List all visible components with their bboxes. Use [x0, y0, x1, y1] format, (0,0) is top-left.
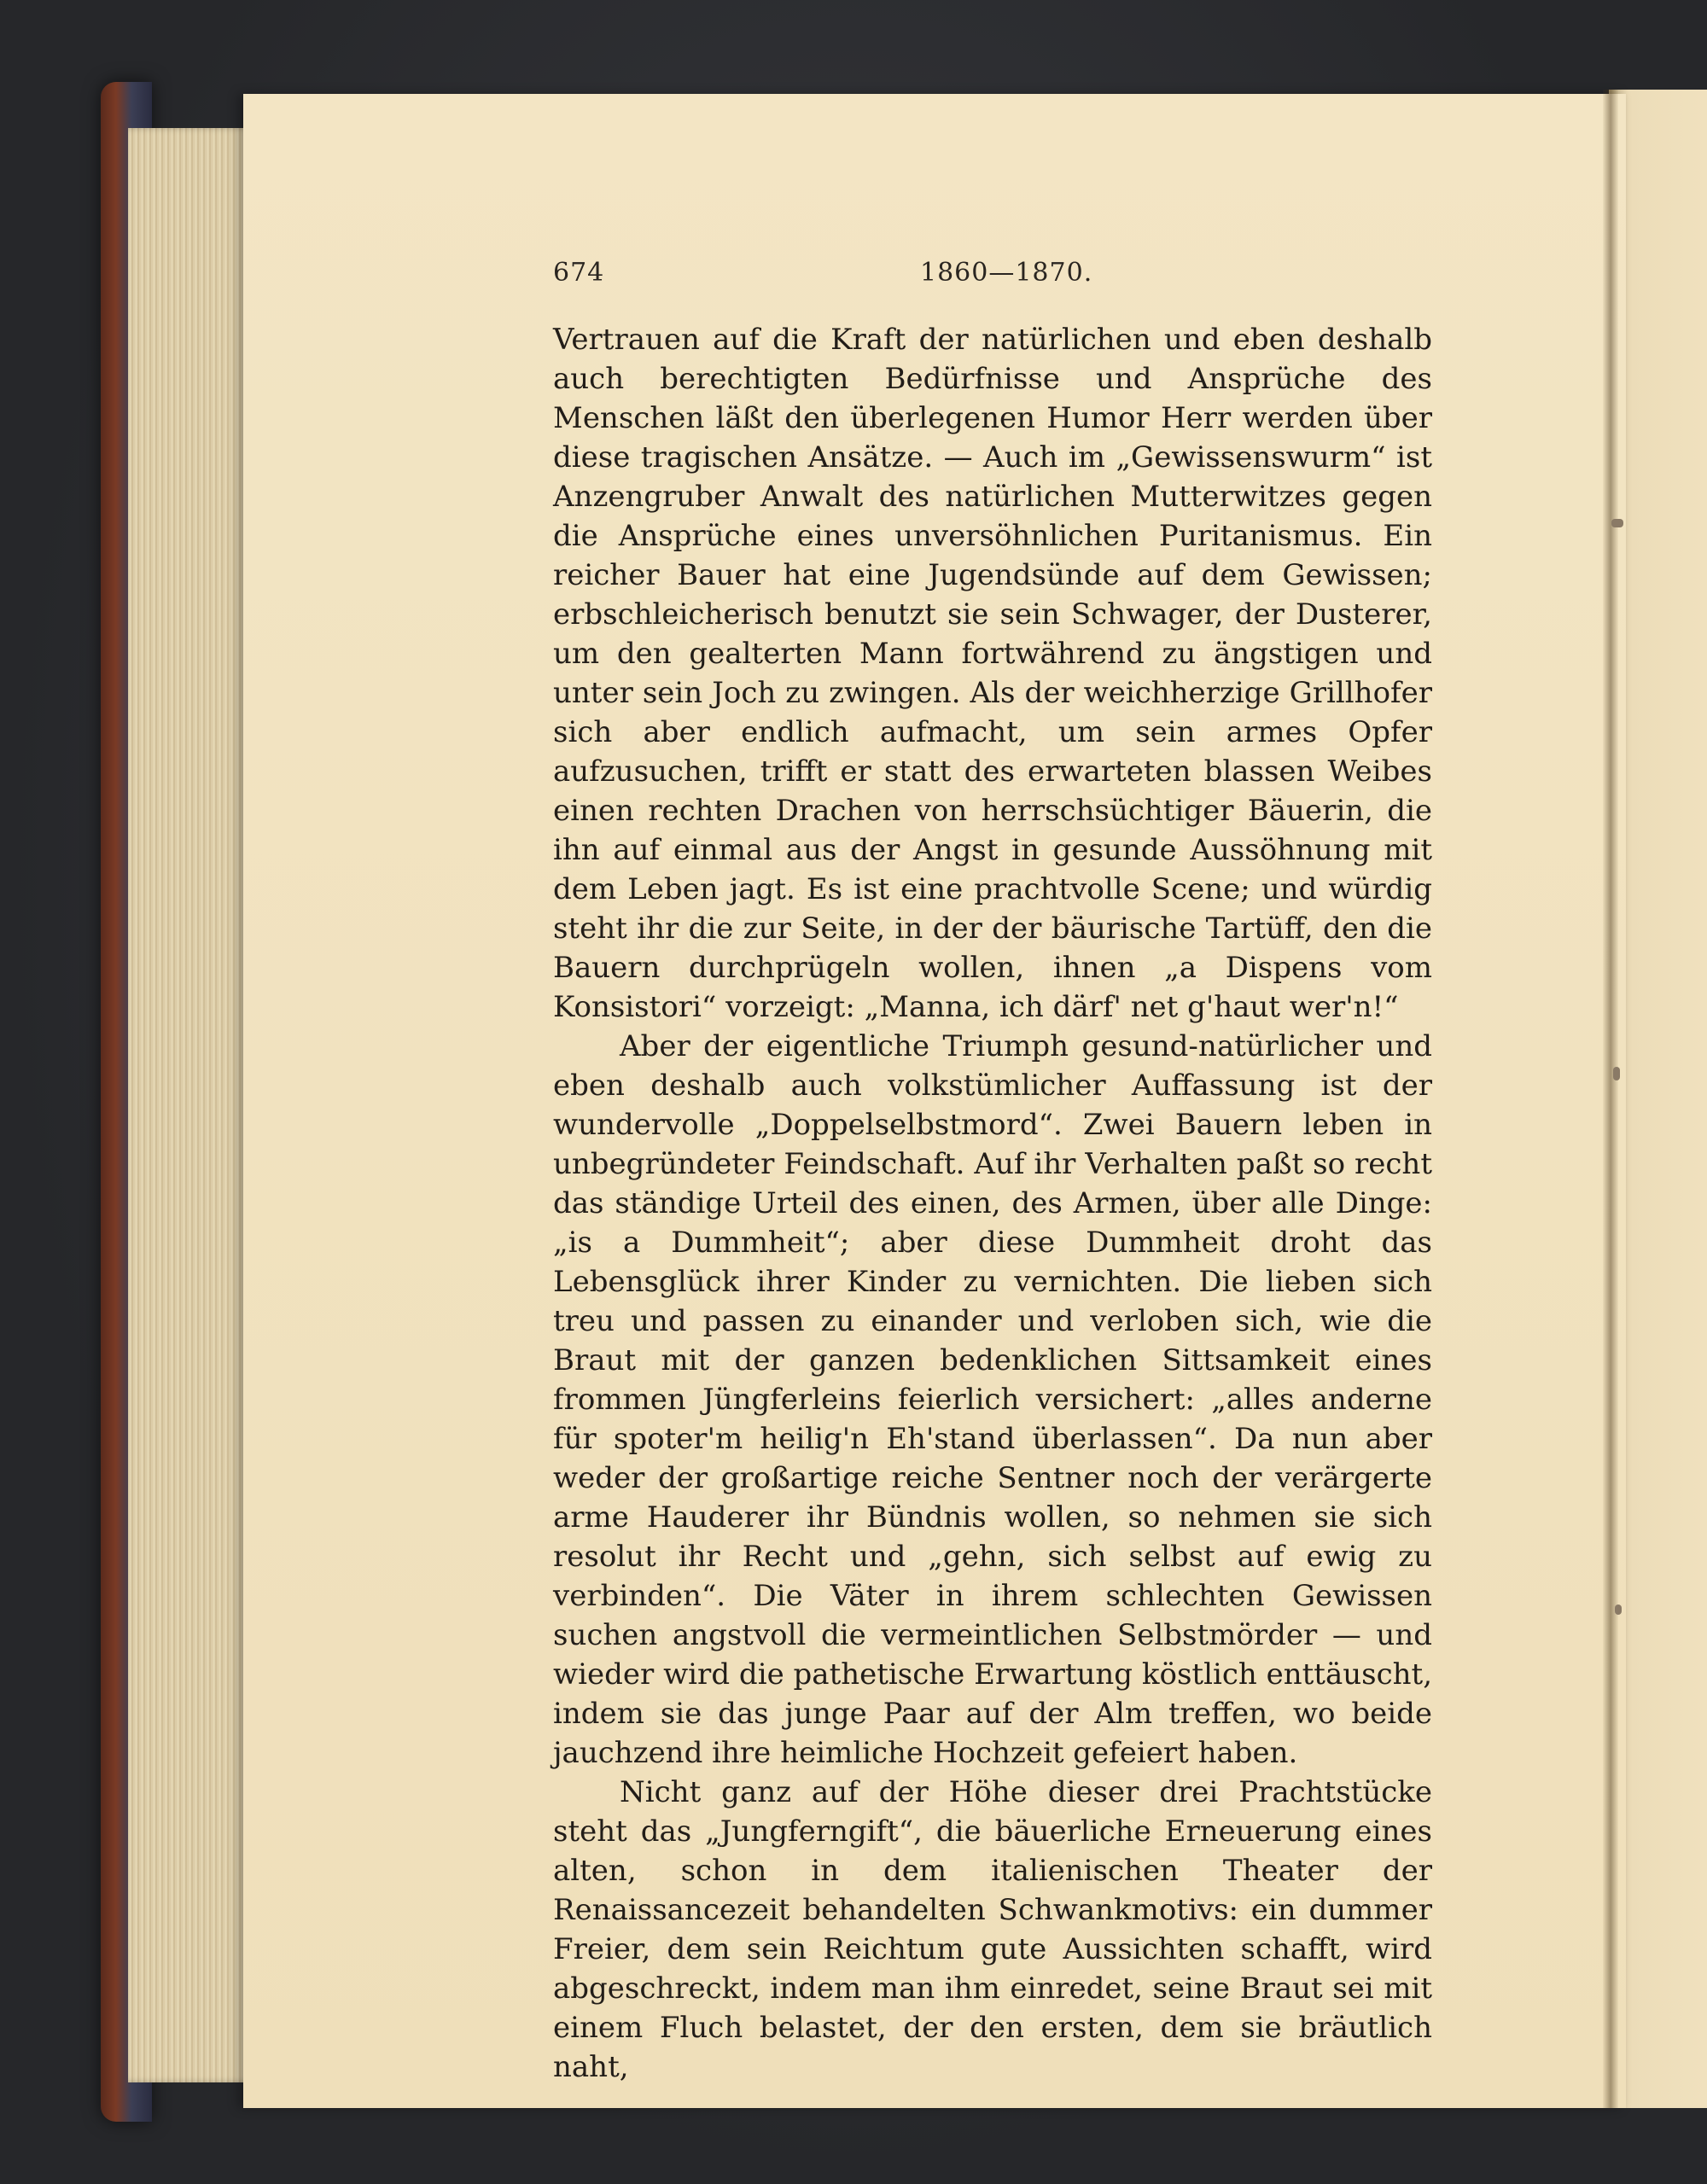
binding-mark	[1611, 519, 1623, 527]
paragraph: Vertrauen auf die Kraft der natürlichen und eben deshalb auch berechtigten Bedürfnisse und Ansprüche des Menschen läßt den überlegenen Humor Herr werden über diese tragischen Ansätze. — Auch im „Gewissenswurm“ ist Anzengruber Anwalt des natürlichen Mutterwitzes gegen die Ansprüche eines unversöhnlichen Puritanismus. Ein reicher Bauer hat eine Jugendsünde auf dem Gewissen; erbschleicherisch benutzt sie sein Schwager, der Dusterer, um den gealterten Mann fortwährend zu ängstigen und unter sein Joch zu zwingen. Als der weichherzige Grillhofer sich aber endlich aufmacht, um sein armes Opfer aufzusuchen, trifft er statt des erwarteten blassen Weibes einen rechten Drachen von herrschsüchtiger Bäuerin, die ihn auf einmal aus der Angst in gesunde Aussöhnung mit dem Leben jagt. Es ist eine prachtvolle Scene; und würdig steht ihr die zur Seite, in der der bäurische Tartüff, den die Bauern durchprügeln wollen, ihnen „a Dispens vom Konsistori“ vorzeigt: „Manna, ich därf' net g'haut wer'n!“	[553, 323, 1432, 1024]
paragraph: Nicht ganz auf der Höhe dieser drei Prachtstücke steht das „Jungferngift“, die bäuerliche Erneuerung eines alten, schon in dem italienischen Theater der Renaissancezeit behandelten Schwankmotivs: ein dummer Freier, dem sein Reichtum gute Aussichten schafft, wird abgeschreckt, indem man ihm einredet, seine Braut sei mit einem Fluch belastet, der den ersten, dem sie bräutlich naht,	[553, 1775, 1432, 2084]
running-title: 1860—1870.	[920, 258, 1093, 288]
page-gutter	[1603, 90, 1618, 2108]
binding-mark	[1615, 1605, 1622, 1615]
paragraph: Aber der eigentliche Triumph gesund-natürlicher und eben deshalb auch volkstümlicher Auffassung ist der wundervolle „Doppelselbstmord“. Zwei Bauern leben in unbegründeter Feindschaft. Auf ihr Verhalten paßt so recht das ständige Urteil des einen, des Armen, über alle Dinge: „is a Dummheit“; aber diese Dummheit droht das Lebensglück ihrer Kinder zu vernichten. Die lieben sich treu und passen zu einander und verloben sich, wie die Braut mit der ganzen bedenklichen Sittsamkeit eines frommen Jüngferleins feierlich versichert: „alles anderne für spoter'm heilig'n Eh'stand überlassen“. Da nun aber weder der großartige reiche Sentner noch der verärgerte arme Hauderer ihr Bündnis wollen, so nehmen sie sich resolut ihr Recht und „gehn, sich selbst auf ewig zu verbinden“. Die Väter in ihrem schlechten Gewissen suchen angstvoll die vermeintlichen Selbstmörder — und wieder wird die pathetische Erwartung köstlich enttäuscht, indem sie das junge Paar auf der Alm treffen, wo beide jauchzend ihre heimliche Hochzeit gefeiert haben.	[553, 1029, 1432, 1770]
body-text	[553, 320, 1432, 2087]
binding-mark	[1613, 1067, 1620, 1080]
page-header	[553, 258, 1432, 300]
page-number: 674	[553, 258, 605, 288]
stacked-page-edges	[128, 128, 256, 2082]
